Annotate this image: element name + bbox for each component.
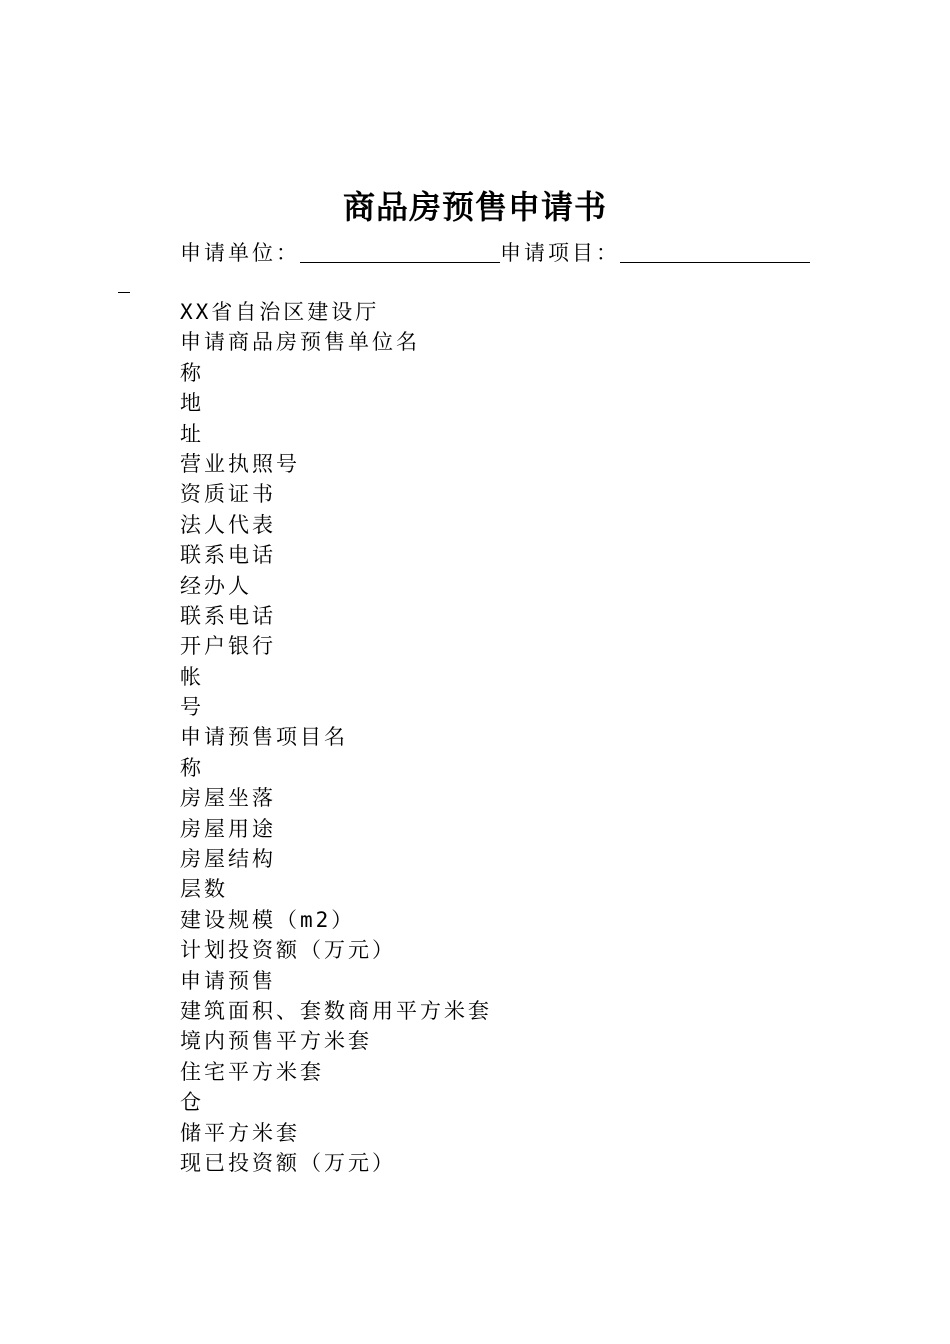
form-field-line: 联系电话	[180, 543, 276, 568]
form-field-line: 申请预售项目名	[180, 725, 348, 750]
form-field-line: 资质证书	[180, 482, 276, 507]
form-field-line: 号	[180, 695, 204, 720]
form-field-line: 建设规模（m2）	[180, 907, 356, 932]
form-field-line: 申请预售	[180, 968, 276, 993]
stray-underline-mark	[118, 292, 130, 293]
form-field-line: 层数	[180, 877, 228, 902]
form-field-line: 称	[180, 360, 204, 385]
form-field-line: 境内预售平方米套	[180, 1029, 372, 1054]
applicant-unit-field[interactable]	[300, 240, 500, 263]
form-field-line: XX省自治区建设厅	[180, 300, 380, 324]
form-field-line: 称	[180, 755, 204, 780]
form-field-line: 计划投资额（万元）	[180, 938, 396, 963]
form-field-line: 经办人	[180, 573, 252, 598]
form-field-line: 开户银行	[180, 634, 276, 659]
form-field-line: 建筑面积、套数商用平方米套	[180, 998, 492, 1023]
form-field-line: 地	[180, 391, 204, 416]
form-field-line: 仓	[180, 1090, 204, 1115]
form-field-line: 营业执照号	[180, 451, 300, 476]
applied-project-label: 申请项目：	[500, 241, 620, 265]
form-field-line: 房屋结构	[180, 847, 276, 872]
form-field-line: 址	[180, 421, 204, 446]
form-field-list	[180, 297, 492, 1178]
document-title: 商品房预售申请书	[342, 188, 607, 226]
form-field-line: 房屋用途	[180, 816, 276, 841]
form-field-line: 联系电话	[180, 603, 276, 628]
form-field-line: 住宅平方米套	[180, 1059, 324, 1084]
form-field-line: 法人代表	[180, 512, 276, 537]
form-field-line: 现已投资额（万元）	[180, 1150, 396, 1175]
form-field-line: 帐	[180, 664, 204, 689]
applicant-header	[180, 237, 810, 269]
applied-project-field[interactable]	[620, 240, 810, 263]
form-field-line: 储平方米套	[180, 1120, 300, 1145]
form-field-line: 房屋坐落	[180, 786, 276, 811]
form-field-line: 申请商品房预售单位名	[180, 330, 420, 355]
applicant-unit-label: 申请单位：	[180, 241, 300, 265]
